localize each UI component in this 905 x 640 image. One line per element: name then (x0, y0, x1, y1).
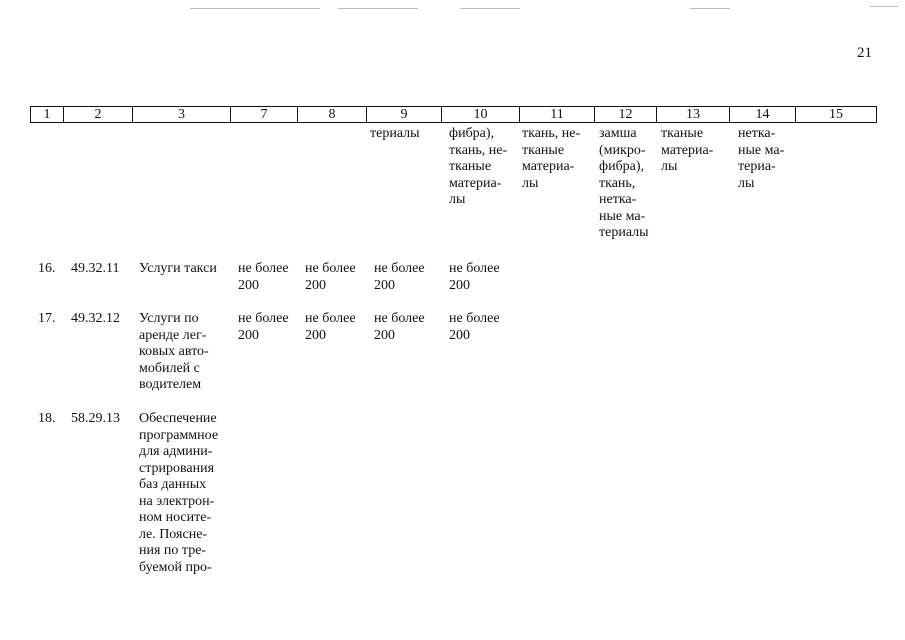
continuation-col-11: ткань, не- тканые материа- лы (522, 126, 581, 191)
header-col-14: 14 (730, 107, 796, 123)
header-col-9: 9 (367, 107, 442, 123)
row-number: 16. (38, 261, 56, 276)
scan-artifact-line (460, 8, 520, 9)
header-col-7: 7 (231, 107, 298, 123)
row-code: 49.32.11 (71, 261, 120, 276)
column-number-header (30, 106, 877, 123)
continuation-col-14: нетка- ные ма- териа- лы (738, 126, 785, 191)
row-col-9: не более 200 (374, 311, 425, 343)
scan-artifact-line (870, 6, 898, 7)
row-number: 18. (38, 411, 56, 426)
row-service-name: Услуги по аренде лег- ковых авто- мобилей с водителем (139, 311, 209, 392)
scan-artifact-line (690, 8, 730, 9)
continuation-col-10: фибра), ткань, не- тканые материа- лы (449, 126, 508, 207)
header-col-8: 8 (298, 107, 367, 123)
header-col-11: 11 (520, 107, 595, 123)
row-col-10: не более 200 (449, 311, 500, 343)
row-col-7: не более 200 (238, 311, 289, 343)
row-service-name: Услуги такси (139, 261, 217, 276)
continuation-col-12: замша (микро- фибра), ткань, нетка- ные ма- териалы (599, 126, 649, 240)
row-code: 49.32.12 (71, 311, 120, 326)
header-col-1: 1 (31, 107, 64, 123)
row-service-name: Обеспечение программное для админи- стрирования баз данных на электрон- ном носите- ле. Поясне- ния по тре- буемой про- (139, 411, 219, 575)
continuation-col-13: тканые материа- лы (661, 126, 714, 174)
scan-artifact-line (338, 8, 418, 9)
page-number: 21 (857, 45, 872, 61)
row-col-9: не более 200 (374, 261, 425, 293)
row-code: 58.29.13 (71, 411, 120, 426)
header-col-10: 10 (442, 107, 520, 123)
row-col-8: не более 200 (305, 261, 356, 293)
row-col-7: не более 200 (238, 261, 289, 293)
row-col-8: не более 200 (305, 311, 356, 343)
scan-artifact-line (190, 8, 320, 9)
continuation-col-9: териалы (370, 126, 420, 141)
header-col-2: 2 (64, 107, 133, 123)
header-col-13: 13 (657, 107, 730, 123)
header-col-15: 15 (796, 107, 877, 123)
row-col-10: не более 200 (449, 261, 500, 293)
header-col-12: 12 (595, 107, 657, 123)
header-col-3: 3 (133, 107, 231, 123)
row-number: 17. (38, 311, 56, 326)
